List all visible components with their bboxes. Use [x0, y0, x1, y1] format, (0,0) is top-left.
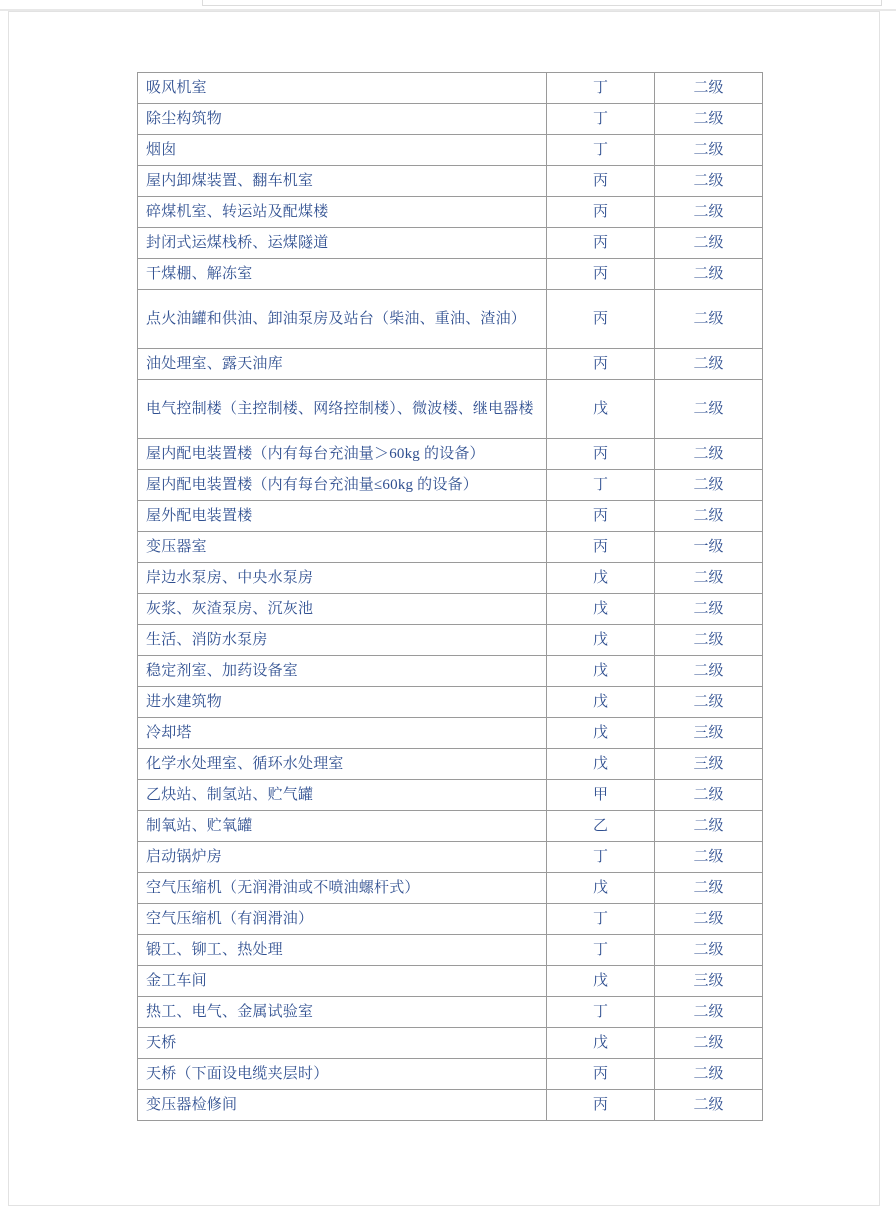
cell-building-name	[138, 259, 547, 290]
table-row	[138, 718, 763, 749]
cell-hazard-category: 丙	[547, 197, 655, 228]
cell-fire-resistance-grade: 二级	[655, 349, 763, 380]
cell-fire-resistance-grade: 二级	[655, 594, 763, 625]
cell-building-name	[138, 290, 547, 349]
cell-hazard-category: 戊	[547, 966, 655, 997]
table-row	[138, 166, 763, 197]
building-name-text: 岸边水泵房、中央水泵房	[146, 570, 314, 586]
table-row	[138, 470, 763, 501]
cell-hazard-category: 丁	[547, 470, 655, 501]
table-row	[138, 439, 763, 470]
document-viewer-top-sliver	[0, 0, 896, 9]
cell-building-name	[138, 532, 547, 563]
table-row	[138, 625, 763, 656]
table-row	[138, 73, 763, 104]
cell-building-name	[138, 349, 547, 380]
cell-building-name	[138, 1028, 547, 1059]
cell-hazard-category: 丁	[547, 73, 655, 104]
building-name-text: 屋内配电装置楼（内有每台充油量≤60kg 的设备）	[146, 477, 478, 493]
cell-hazard-category: 丁	[547, 104, 655, 135]
cell-building-name	[138, 380, 547, 439]
table-row	[138, 1059, 763, 1090]
cell-fire-resistance-grade: 二级	[655, 935, 763, 966]
previous-page-bottom-edge	[202, 0, 882, 6]
cell-building-name	[138, 501, 547, 532]
table-row	[138, 780, 763, 811]
cell-building-name	[138, 594, 547, 625]
cell-hazard-category: 丙	[547, 439, 655, 470]
table-row	[138, 873, 763, 904]
cell-fire-resistance-grade: 三级	[655, 749, 763, 780]
cell-building-name	[138, 842, 547, 873]
building-name-text: 碎煤机室、转运站及配煤楼	[146, 204, 329, 220]
cell-building-name	[138, 625, 547, 656]
building-name-text: 电气控制楼（主控制楼、网络控制楼）、微波楼、继电器楼	[146, 401, 534, 417]
cell-building-name	[138, 166, 547, 197]
building-name-text: 启动锅炉房	[146, 849, 223, 865]
building-name-text: 空气压缩机（无润滑油或不喷油螺杆式）	[146, 880, 420, 896]
cell-fire-resistance-grade: 三级	[655, 718, 763, 749]
cell-hazard-category: 戊	[547, 563, 655, 594]
building-name-text: 稳定剂室、加药设备室	[146, 663, 299, 679]
cell-building-name	[138, 1059, 547, 1090]
building-name-text: 冷却塔	[146, 725, 192, 741]
cell-building-name	[138, 904, 547, 935]
table-row	[138, 197, 763, 228]
cell-fire-resistance-grade: 二级	[655, 811, 763, 842]
cell-fire-resistance-grade: 三级	[655, 966, 763, 997]
cell-building-name	[138, 935, 547, 966]
table-row	[138, 1028, 763, 1059]
table-body	[138, 73, 763, 1121]
table-row	[138, 532, 763, 563]
cell-hazard-category: 丙	[547, 501, 655, 532]
cell-hazard-category: 戊	[547, 1028, 655, 1059]
building-name-text: 金工车间	[146, 973, 207, 989]
cell-fire-resistance-grade: 二级	[655, 656, 763, 687]
cell-building-name	[138, 749, 547, 780]
cell-fire-resistance-grade: 二级	[655, 997, 763, 1028]
cell-fire-resistance-grade: 二级	[655, 73, 763, 104]
cell-fire-resistance-grade: 二级	[655, 228, 763, 259]
building-name-text: 天桥	[146, 1035, 177, 1051]
cell-building-name	[138, 135, 547, 166]
table-row	[138, 290, 763, 349]
document-page-sheet	[8, 11, 880, 1206]
table-row	[138, 501, 763, 532]
cell-building-name	[138, 73, 547, 104]
table-row	[138, 563, 763, 594]
cell-hazard-category: 戊	[547, 749, 655, 780]
building-name-text: 屋内卸煤装置、翻车机室	[146, 173, 314, 189]
cell-fire-resistance-grade: 二级	[655, 563, 763, 594]
cell-fire-resistance-grade: 二级	[655, 380, 763, 439]
cell-fire-resistance-grade: 二级	[655, 1059, 763, 1090]
cell-hazard-category: 戊	[547, 594, 655, 625]
cell-hazard-category: 丙	[547, 259, 655, 290]
building-name-text: 干煤棚、解冻室	[146, 266, 253, 282]
building-name-text: 油处理室、露天油库	[146, 356, 283, 372]
cell-building-name	[138, 997, 547, 1028]
cell-building-name	[138, 470, 547, 501]
cell-fire-resistance-grade: 二级	[655, 197, 763, 228]
cell-hazard-category: 丙	[547, 228, 655, 259]
cell-building-name	[138, 228, 547, 259]
cell-fire-resistance-grade: 一级	[655, 532, 763, 563]
building-name-text: 制氧站、贮氧罐	[146, 818, 253, 834]
cell-fire-resistance-grade: 二级	[655, 290, 763, 349]
table-row	[138, 594, 763, 625]
building-name-text: 屋外配电装置楼	[146, 508, 253, 524]
cell-fire-resistance-grade: 二级	[655, 470, 763, 501]
table-row	[138, 1090, 763, 1121]
cell-building-name	[138, 104, 547, 135]
cell-fire-resistance-grade: 二级	[655, 780, 763, 811]
cell-fire-resistance-grade: 二级	[655, 439, 763, 470]
table-row	[138, 966, 763, 997]
table-row	[138, 259, 763, 290]
cell-building-name	[138, 563, 547, 594]
cell-fire-resistance-grade: 二级	[655, 842, 763, 873]
building-name-text: 封闭式运煤栈桥、运煤隧道	[146, 235, 329, 251]
fire-hazard-classification-table	[137, 72, 763, 1121]
cell-hazard-category: 丁	[547, 842, 655, 873]
cell-building-name	[138, 656, 547, 687]
table-row	[138, 749, 763, 780]
cell-fire-resistance-grade: 二级	[655, 873, 763, 904]
cell-hazard-category: 丁	[547, 997, 655, 1028]
table-row	[138, 842, 763, 873]
cell-fire-resistance-grade: 二级	[655, 687, 763, 718]
cell-hazard-category: 丙	[547, 349, 655, 380]
cell-hazard-category: 丙	[547, 532, 655, 563]
cell-fire-resistance-grade: 二级	[655, 259, 763, 290]
building-name-text: 吸风机室	[146, 80, 207, 96]
building-name-text: 变压器检修间	[146, 1097, 238, 1113]
cell-hazard-category: 丁	[547, 135, 655, 166]
building-name-text: 点火油罐和供油、卸油泵房及站台（柴油、重油、渣油）	[146, 311, 527, 327]
building-name-text: 热工、电气、金属试验室	[146, 1004, 314, 1020]
cell-hazard-category: 戊	[547, 380, 655, 439]
cell-building-name	[138, 197, 547, 228]
building-name-text: 除尘构筑物	[146, 111, 223, 127]
table-row	[138, 135, 763, 166]
cell-building-name	[138, 718, 547, 749]
cell-hazard-category: 戊	[547, 718, 655, 749]
building-name-text: 天桥（下面设电缆夹层时）	[146, 1066, 329, 1082]
building-name-text: 屋内配电装置楼（内有每台充油量＞60kg 的设备）	[146, 446, 485, 462]
cell-building-name	[138, 1090, 547, 1121]
cell-hazard-category: 戊	[547, 687, 655, 718]
cell-hazard-category: 丙	[547, 290, 655, 349]
cell-building-name	[138, 811, 547, 842]
cell-building-name	[138, 966, 547, 997]
table-row	[138, 104, 763, 135]
table-row	[138, 904, 763, 935]
building-name-text: 锻工、铆工、热处理	[146, 942, 283, 958]
building-name-text: 乙炔站、制氢站、贮气罐	[146, 787, 314, 803]
table-row	[138, 997, 763, 1028]
cell-hazard-category: 戊	[547, 625, 655, 656]
cell-fire-resistance-grade: 二级	[655, 904, 763, 935]
cell-fire-resistance-grade: 二级	[655, 501, 763, 532]
cell-fire-resistance-grade: 二级	[655, 166, 763, 197]
cell-fire-resistance-grade: 二级	[655, 1028, 763, 1059]
cell-building-name	[138, 439, 547, 470]
cell-hazard-category: 甲	[547, 780, 655, 811]
table-row	[138, 935, 763, 966]
building-name-text: 变压器室	[146, 539, 207, 555]
building-name-text: 进水建筑物	[146, 694, 223, 710]
cell-building-name	[138, 873, 547, 904]
table-row	[138, 228, 763, 259]
building-name-text: 灰浆、灰渣泵房、沉灰池	[146, 601, 314, 617]
building-name-text: 化学水处理室、循环水处理室	[146, 756, 344, 772]
cell-hazard-category: 丁	[547, 904, 655, 935]
cell-fire-resistance-grade: 二级	[655, 104, 763, 135]
cell-hazard-category: 丙	[547, 1090, 655, 1121]
building-name-text: 烟囱	[146, 142, 177, 158]
cell-fire-resistance-grade: 二级	[655, 625, 763, 656]
table-row	[138, 811, 763, 842]
cell-building-name	[138, 687, 547, 718]
cell-hazard-category: 丁	[547, 935, 655, 966]
table-row	[138, 656, 763, 687]
cell-fire-resistance-grade: 二级	[655, 135, 763, 166]
cell-fire-resistance-grade: 二级	[655, 1090, 763, 1121]
table-row	[138, 349, 763, 380]
cell-hazard-category: 乙	[547, 811, 655, 842]
cell-hazard-category: 戊	[547, 873, 655, 904]
table-row	[138, 380, 763, 439]
building-name-text: 生活、消防水泵房	[146, 632, 268, 648]
cell-hazard-category: 丙	[547, 1059, 655, 1090]
cell-hazard-category: 戊	[547, 656, 655, 687]
cell-hazard-category: 丙	[547, 166, 655, 197]
table-row	[138, 687, 763, 718]
building-name-text: 空气压缩机（有润滑油）	[146, 911, 314, 927]
cell-building-name	[138, 780, 547, 811]
